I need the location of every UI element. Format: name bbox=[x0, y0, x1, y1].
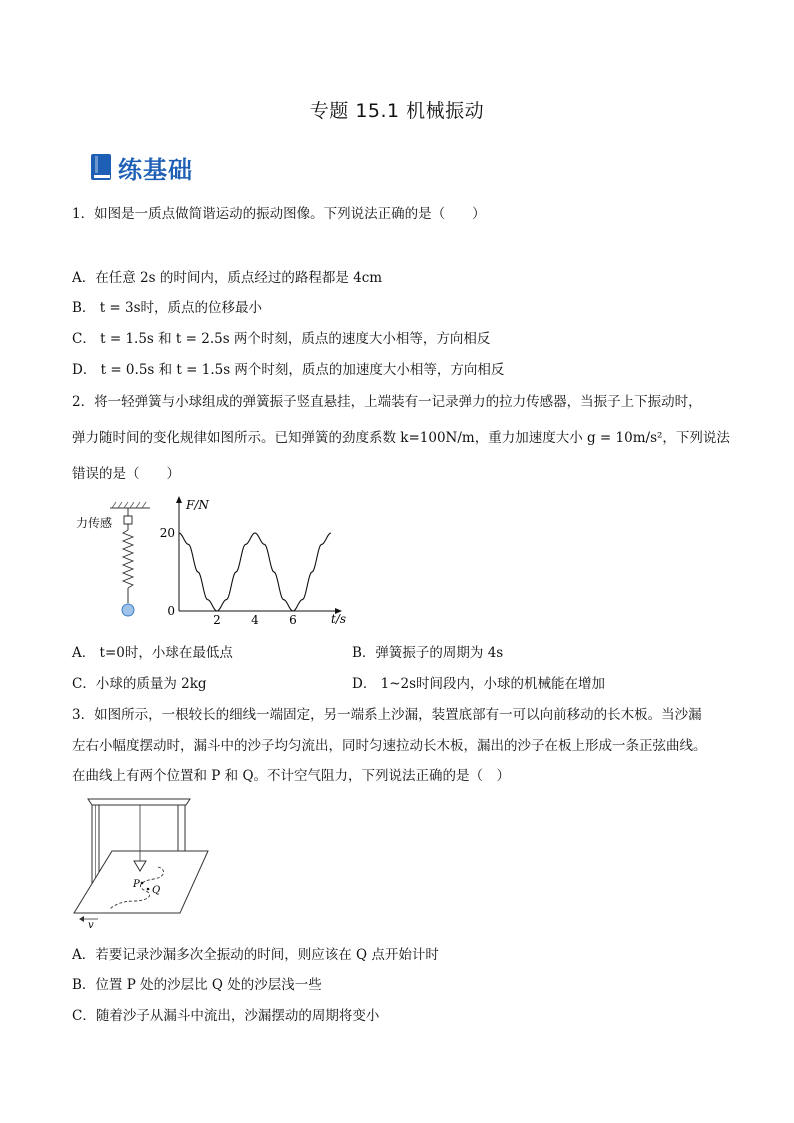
q1-option-a: A．在任意 2s 的时间内，质点经过的路程都是 4cm bbox=[72, 270, 383, 286]
spring-oscillator-figure bbox=[70, 498, 160, 623]
x-tick-label: 2 bbox=[213, 613, 221, 627]
label-v: v bbox=[88, 920, 94, 930]
y-tick-label: 20 bbox=[159, 526, 175, 540]
x-tick-label: 4 bbox=[251, 613, 259, 627]
q1-option-d: D． t = 0.5s 和 t = 1.5s 两个时刻，质点的加速度大小相等，方向相反 bbox=[72, 362, 505, 378]
q2-stem-line1: 2．将一轻弹簧与小球组成的弹簧振子竖直悬挂，上端装有一记录弹力的拉力传感器，当振子上下振动时， bbox=[72, 394, 702, 410]
origin-label: 0 bbox=[167, 604, 175, 618]
book-icon bbox=[90, 153, 112, 181]
section-header bbox=[90, 150, 193, 184]
q2-option-a: A． t=0时，小球在最低点 bbox=[72, 645, 233, 661]
x-tick-label: 6 bbox=[289, 613, 297, 627]
q1-option-b: B． t = 3s时，质点的位移最小 bbox=[72, 300, 263, 316]
sensor-label: 力传感 bbox=[76, 516, 113, 530]
q1-option-c: C． t = 1.5s 和 t = 2.5s 两个时刻，质点的速度大小相等，方向相反 bbox=[72, 331, 491, 347]
label-p: P bbox=[133, 879, 140, 890]
q2-option-d: D． 1~2s时间段内，小球的机械能在增加 bbox=[352, 676, 606, 692]
q3-option-b: B．位置 P 处的沙层比 Q 处的沙层浅一些 bbox=[72, 977, 322, 993]
sand-pendulum-figure bbox=[70, 795, 215, 930]
q3-stem-line3: 在曲线上有两个位置和 P 和 Q。不计空气阻力，下列说法正确的是（ ） bbox=[72, 768, 511, 784]
q1-stem: 1．如图是一质点做简谐运动的振动图像。下列说法正确的是（ ） bbox=[72, 206, 486, 222]
y-axis-arrow bbox=[176, 496, 182, 503]
q2-stem-line2: 弹力随时间的变化规律如图所示。已知弹簧的劲度系数 k=100N/m，重力加速度大小 g = 10m/s²，下列说法 bbox=[72, 430, 730, 446]
q3-stem-line1: 3．如图所示，一根较长的细线一端固定，另一端系上沙漏，装置底部有一可以向前移动的长木板。当沙漏 bbox=[72, 707, 702, 723]
q3-option-c: C．随着沙子从漏斗中流出，沙漏摆动的周期将变小 bbox=[72, 1008, 380, 1024]
force-time-chart bbox=[155, 495, 355, 630]
q3-stem-line2: 左右小幅度摆动时，漏斗中的沙子均匀流出，同时匀速拉动长木板，漏出的沙子在板上形成一条正弦曲线。 bbox=[72, 738, 707, 754]
q2-option-b: B．弹簧振子的周期为 4s bbox=[352, 645, 504, 661]
series-line bbox=[179, 533, 331, 611]
page-title: 专题 15.1 机械振动 bbox=[309, 100, 485, 122]
label-q: Q bbox=[152, 885, 161, 896]
q2-option-c: C．小球的质量为 2kg bbox=[72, 676, 207, 692]
q3-option-a: A．若要记录沙漏多次全振动的时间，则应该在 Q 点开始计时 bbox=[72, 947, 439, 963]
x-axis-label: t/s bbox=[331, 612, 347, 626]
q2-stem-line3: 错误的是（ ） bbox=[72, 466, 180, 482]
section-title: 练基础 bbox=[118, 155, 193, 184]
y-axis-label: F/N bbox=[186, 498, 209, 512]
